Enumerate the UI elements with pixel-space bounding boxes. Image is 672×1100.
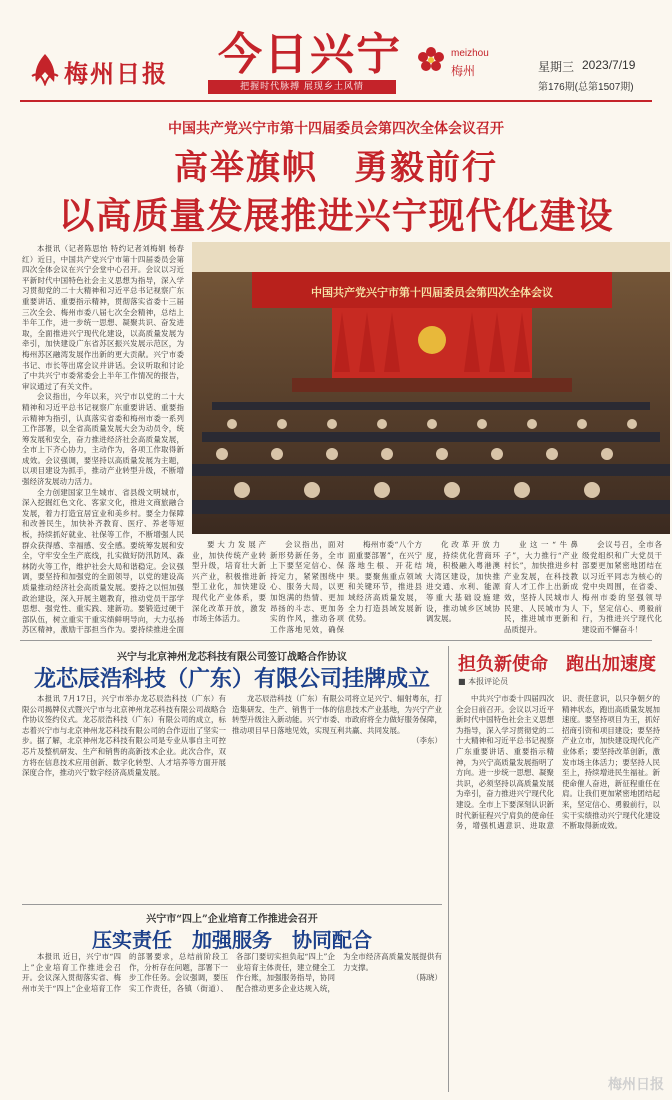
lead-bottom-col1 (192, 540, 266, 634)
lead-bottom-para-5: 业这一“牛鼻子”，大力推行“产业村长”，加快推进乡村产业发展，在科技教育人才工作上出新成效，坚持人民城市人民建、人民城市为人民，推进城市更新和品质提升。 (504, 540, 578, 634)
meeting-photo (192, 242, 670, 534)
lead-bottom-para-2: 会议指出，面对新形势新任务，全市上下要坚定信心、保持定力，紧紧围绕中心、服务大局，以更加饱满的热情、更加昂扬的斗志、更加务实的作风，推动各项工作落地见效，确保 (270, 540, 344, 634)
lead-bottom-para-1: 要大力发展产业，加快传统产业转型升级，培育壮大新兴产业，积极推进新型工业化，加快建设现代化产业体系，要深化改革开放，激发市场主体活力。 (192, 540, 266, 624)
commentary-divider (448, 646, 449, 1092)
meizhou-cn: 梅州 (451, 64, 476, 78)
meizhou-emblem-icon (416, 40, 446, 74)
lead-bottom-col4 (426, 540, 500, 634)
photo-banner: 中国共产党兴宁市第十四届委员会第四次全体会议 (311, 286, 553, 299)
meizhou-daily-flower-icon (30, 52, 60, 86)
lead-bottom-col6 (582, 540, 662, 634)
story3-headline: 压实责任 加强服务 协同配合 (92, 928, 372, 952)
lead-article-col1 (22, 244, 184, 634)
lead-bottom-para-3: 梅州市委“八个方面重要部署”，在兴宁落地生根、开花结果。要聚焦重点领域和关键环节，推进县域经济高质量发展，全力打造县域发展新优势。 (348, 540, 422, 624)
story3-kicker: 兴宁市“四上”企业培育工作推进会召开 (146, 914, 318, 925)
newspaper-title: 今日兴宁 (218, 29, 402, 80)
lead-bottom-para-4: 化改革开放力度，持续优化营商环境，积极融入粤港澳大湾区建设，加快推进交通、水利、能源等重大基础设施建设，推动城乡区域协调发展。 (426, 540, 500, 624)
story2-kicker: 兴宁与北京神州龙芯科技有限公司签订战略合作协议 (117, 652, 347, 663)
commentary-headline: 担负新使命 跑出加速度 (458, 654, 656, 675)
lead-right-para: 全力创建国家卫生城市、省县级文明城市，深入挖掘红色文化、客家文化，推进文商旅融合发展，着力打造宜居宜业和美乡村。要全力保障和改善民生，加快补齐教育、医疗、养老等短板，持续抓好就业、社保等工作，不断增强人民群众获得感、幸福感、安全感。要统筹发展和安全，守牢安全生产底线，扎实做好防汛防风、森林防火等工作，维护社会大局和谐稳定。会议强调，要坚持和加强党的全面领导，以党的建设高质量推动经济社会高质量发展。要持之以恒加强政治建设，深入开展主题教育，推动党员干部学思想、强党性、重实践、建新功。要锻造过硬干部队伍，树立重实干重实绩鲜明导向，大力弘扬苏区精神，激励干部担当作为。要持续推进全面 (22, 487, 184, 634)
lead-kicker: 中国共产党兴宁市第十四届委员会第四次全体会议召开 (168, 121, 504, 137)
issue-number: 第176期(总第1507期) (538, 82, 634, 93)
section-divider (20, 640, 652, 641)
lead-para-1: 本报讯（记者陈思怡 特约记者刘梅娟 杨春红）近日，中国共产党兴宁市第十四届委员会第四次全体会议在兴宁会堂中心召开。会议以习近平新时代中国特色社会主义思想为指导，深入学习贯彻党的二十大精神和习近平总书记视察广东重要讲话、重要指示精神，贯彻落实省委十三届三次全会、梅州市委八届七次全会精神，总结上半年工作，进一步统一思想、凝聚共识、奋发进取，全面推进兴宁现代化建设，以高质量发展为牵引，加快建设广东省苏区振兴发展示范区，为梅州苏区融湾发展作出新的更大贡献。兴宁市委书记、市长等出席会议并讲话。会议听取和讨论了中共兴宁市委常委会上半年工作情况的报告，审议通过了有关文件。 (22, 244, 184, 391)
story2-para-1: 本报讯 7月17日，兴宁市举办龙芯辰浩科技（广东）有限公司揭牌仪式暨兴宁市与北京神州龙芯科技有限公司战略合作协议签约仪式。龙芯辰浩科技（广东）有限公司的成立，标志着兴宁市与北京神州龙芯科技有限公司的合作迈出了坚实一步。据了解，北京神州龙芯科技有限公司是专业从事自主可控芯片及整机研发、生产和销售的高新技术企业。此次合作，双方将在信息技术应用创新、数字化转型、人才培养等方面开展深度合作，推动兴宁数字经济高质量发展。 (22, 694, 226, 778)
story2-headline: 龙芯辰浩科技（广东）有限公司挂牌成立 (33, 666, 430, 692)
issue-date: 2023/7/19 (582, 58, 636, 72)
story3-para: 本报讯 近日，兴宁市“四上”企业培育工作推进会召开。会议深入贯彻落实省、梅州市关于“四上”企业培育工作的部署要求，总结前阶段工作，分析存在问题，部署下一步工作任务。会议强调，要压实工作责任，各镇（街道）、各部门要切实担负起“四上”企业培育主体责任，建立健全工作台账，加强服务指导，协同配合推动更多企业达规入统，为全市经济高质量发展提供有力支撑。 (22, 952, 442, 993)
commentary-para: 中共兴宁市委十四届四次全会日前召开。会议以习近平新时代中国特色社会主义思想为指导，深入学习贯彻党的二十大精神和习近平总书记视察广东重要讲话、重要指示精神，为兴宁高质量发展指明了方向。进一步统一思想、凝聚共识，必须坚持以高质量发展为牵引，奋力推进兴宁现代化建设。全市上下要深刻认识新时代新征程兴宁肩负的使命任务，增强机遇意识、进取意识、责任意识，以只争朝夕的精神状态，跑出高质量发展加速度。要坚持项目为王，抓好招商引资和项目建设；要坚持产业立市，加快建设现代化产业体系；要坚持改革创新，激发市场主体活力；要坚持人民至上，持续增进民生福祉。新使命催人奋进，新征程重任在肩。让我们更加紧密地团结起来，坚定信心、勇毅前行，以实干实绩推动兴宁现代化建设不断取得新成效。 (456, 694, 660, 831)
story3-body (22, 952, 442, 1092)
story3-byline: （陈晓） (412, 973, 442, 983)
watermark: 梅州日报 (608, 1076, 664, 1092)
lead-para-2: 会议指出，今年以来，兴宁市以党的二十大精神和习近平总书记视察广东重要讲话、重要指示精神为指引，认真落实省委和梅州市委一系列工作部署，以全省高质量发展大会为动员令，统筹发展和安全，奋力推进经济社会高质量发展，全市上下齐心协力，主动作为，各项工作取得新成效。会议强调，要坚持以高质量发展为主题，以项目建设为抓手，推动产业转型升级，不断增强经济发展动力活力。 (22, 392, 184, 487)
story2-col2 (232, 694, 442, 898)
meizhou-daily-logo: 梅州日报 (64, 59, 168, 88)
story-divider (22, 904, 442, 905)
lead-headline-2: 以高质量发展推进兴宁现代化建设 (58, 195, 614, 237)
story2-byline: （李东） (412, 736, 442, 746)
commentary-body (456, 694, 660, 1092)
story2-col1 (22, 694, 226, 898)
weekday: 星期三 (538, 60, 575, 74)
slogan-bar: 把握时代脉搏 展现乡土风情 (208, 80, 396, 94)
meizhou-pinyin: meizhou (451, 48, 489, 59)
lead-bottom-col3 (348, 540, 422, 634)
commentary-byline: ■ 本报评论员 (458, 677, 509, 686)
lead-headline-1: 高举旗帜 勇毅前行 (174, 148, 498, 188)
lead-bottom-para-6: 会议号召，全市各级党组织和广大党员干部要更加紧密地团结在以习近平同志为核心的党中央周围，在省委、梅州市委的坚强领导下，坚定信心、勇毅前行，为推进兴宁现代化建设而不懈奋斗！ (582, 540, 662, 634)
lead-bottom-col5 (504, 540, 578, 634)
story2-para-2: 龙芯辰浩科技（广东）有限公司将立足兴宁、辐射粤东，打造集研发、生产、销售于一体的信息技术产业基地，为兴宁产业转型升级注入新动能。兴宁市委、市政府将全力做好服务保障，推动项目早日落地见效，实现互利共赢、共同发展。 (232, 694, 442, 735)
masthead-rule (20, 100, 652, 102)
lead-bottom-col2 (270, 540, 344, 634)
